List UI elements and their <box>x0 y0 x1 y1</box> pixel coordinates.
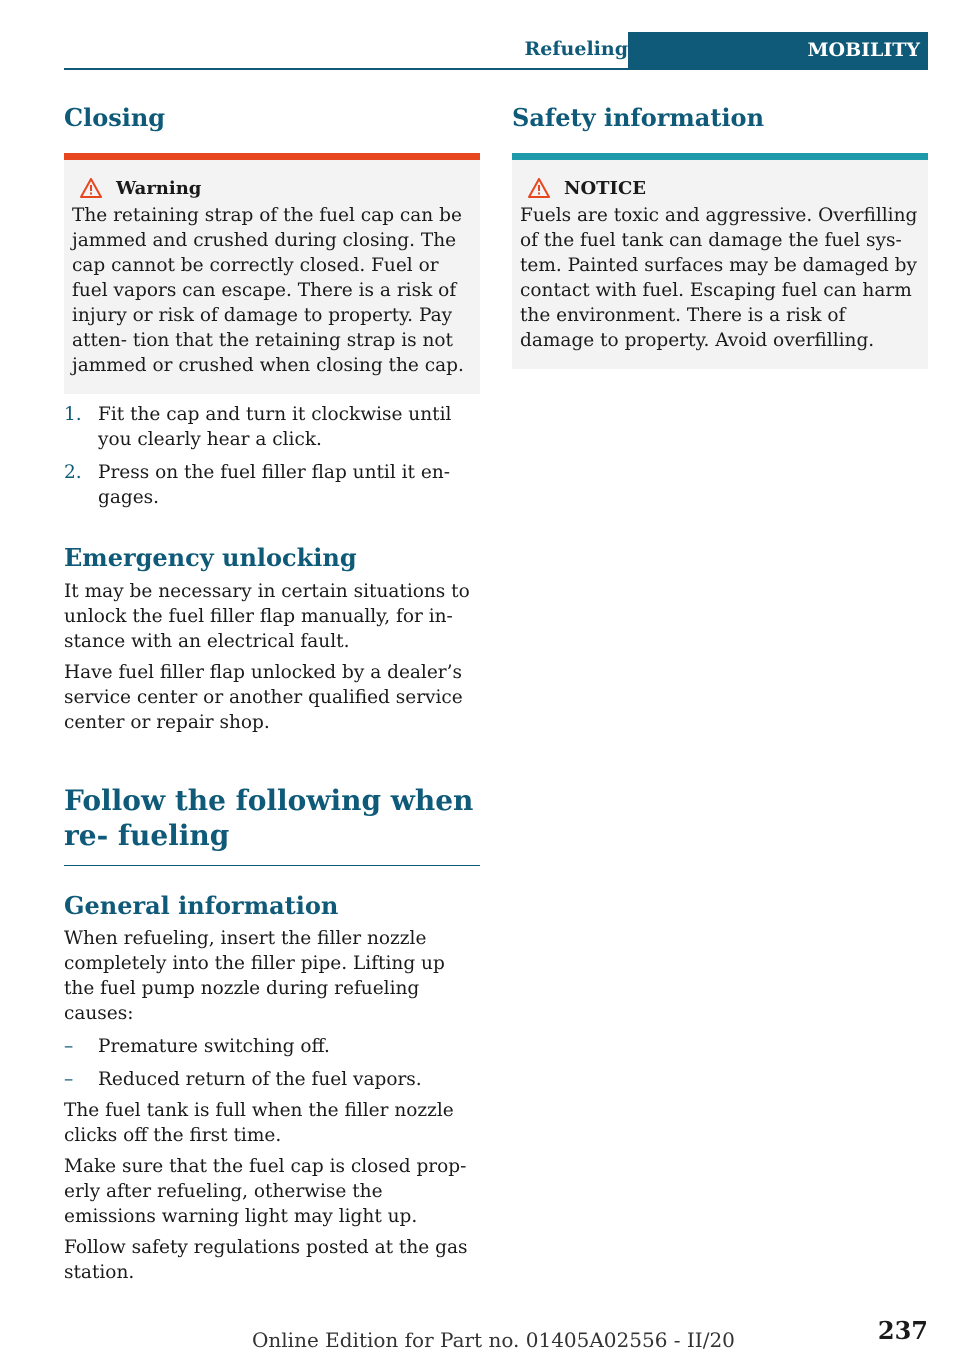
warning-box <box>64 153 480 394</box>
emergency-paragraph-1: It may be necessary in certain situations to unlock the fuel filler flap manually, for in- stance with an electrical fault. <box>64 580 470 652</box>
page-number: 237 <box>877 1316 928 1345</box>
list-item <box>64 1034 480 1059</box>
footer-edition: Online Edition for Part no. 01405A02556 - II/20 <box>252 1328 735 1352</box>
safety-information-heading: Safety information <box>512 103 765 132</box>
step-text: Press on the fuel filler flap until it en- gages. <box>98 461 450 508</box>
warning-label: Warning <box>116 177 202 199</box>
right-column <box>512 104 928 369</box>
bullet-dash: – <box>64 1069 74 1091</box>
bullet-text: Premature switching off. <box>98 1036 330 1058</box>
warning-header <box>80 178 472 199</box>
notice-box <box>512 153 928 369</box>
step-text: Fit the cap and turn it clockwise until you clearly hear a click. <box>98 403 452 450</box>
list-item <box>64 460 480 510</box>
header-chapter-tab: MOBILITY <box>628 32 928 70</box>
left-column <box>64 104 480 1285</box>
refueling-bullets <box>64 1034 480 1092</box>
notice-header <box>528 178 920 199</box>
heading-rule <box>64 865 480 866</box>
general-paragraph-4: Follow safety regulations posted at the gas station. <box>64 1237 468 1284</box>
list-item <box>64 1067 480 1092</box>
page-header <box>64 32 928 70</box>
header-section-title: Refueling <box>524 38 628 60</box>
emergency-unlocking-heading: Emergency unlocking <box>64 542 357 572</box>
header-rule <box>64 68 928 70</box>
bullet-dash: – <box>64 1036 74 1058</box>
warning-text: The retaining strap of the fuel cap can be jammed and crushed during closing. The cap cannot be correctly closed. Fuel or fuel vapors can escape. There is a risk of injury or risk of damage to property. Pay atten- tion that the retaining strap is not jammed or crushed when closing the cap. <box>72 204 464 376</box>
closing-steps <box>64 402 480 510</box>
notice-text: Fuels are toxic and aggressive. Overfilling of the fuel tank can damage the fuel sys- tem. Painted surfaces may be damaged by contact with fuel. Escaping fuel can harm the environment. There is a risk of damage to property. Avoid overfilling. <box>520 204 918 351</box>
warning-triangle-icon <box>528 178 550 198</box>
step-number: 1. <box>64 403 82 425</box>
bullet-text: Reduced return of the fuel vapors. <box>98 1069 422 1091</box>
general-information-heading: General information <box>64 890 339 920</box>
notice-label: NOTICE <box>564 177 646 199</box>
step-number: 2. <box>64 461 82 483</box>
general-paragraph-2: The fuel tank is full when the filler nozzle clicks off the first time. <box>64 1100 454 1147</box>
general-paragraph-3: Make sure that the fuel cap is closed prop- erly after refueling, otherwise the emissions warning light may light up. <box>64 1156 467 1228</box>
refueling-heading: Follow the following when re- fueling <box>64 783 474 852</box>
emergency-paragraph-2: Have fuel filler flap unlocked by a dealer’s service center or another qualified service center or repair shop. <box>64 661 463 733</box>
closing-heading: Closing <box>64 103 166 132</box>
general-paragraph-1: When refueling, insert the filler nozzle completely into the filler pipe. Lifting up the fuel pump nozzle during refueling causes: <box>64 928 445 1025</box>
warning-triangle-icon <box>80 178 102 198</box>
list-item <box>64 402 480 452</box>
